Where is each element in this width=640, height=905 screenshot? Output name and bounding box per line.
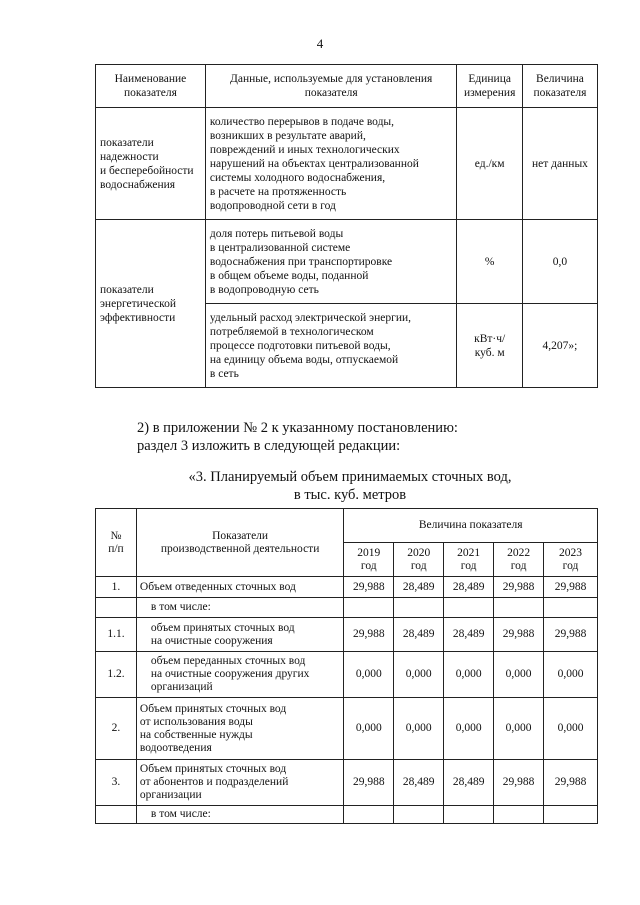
row-number: [96, 806, 137, 824]
header-year: 2019 год: [344, 543, 394, 577]
row-name: в том числе:: [136, 598, 343, 618]
row-number: 2.: [96, 698, 137, 760]
header-unit: Единица измерения: [457, 65, 523, 108]
row-number: 1.: [96, 577, 137, 598]
row-value: 0,000: [344, 652, 394, 698]
header-year: 2022 год: [494, 543, 544, 577]
indicator-value: 0,0: [522, 220, 597, 304]
indicator-data: количество перерывов в подаче воды, возникших в результате аварий, повреждений и иных технологических нарушений на объектах централизованной системы холодного водоснабжения, в расчете на протяженность водопроводной сети в год: [205, 108, 457, 220]
row-value: 0,000: [344, 698, 394, 760]
header-number: № п/п: [96, 509, 137, 577]
row-name: объем принятых сточных вод на очистные сооружения: [136, 618, 343, 652]
indicator-unit: ед./км: [457, 108, 523, 220]
table-row: [96, 652, 598, 698]
table-row: [96, 220, 598, 304]
row-value: [344, 598, 394, 618]
indicator-value: нет данных: [522, 108, 597, 220]
wastewater-volume-table: [95, 508, 598, 824]
table-row: [96, 598, 598, 618]
header-indicator-name: Наименование показателя: [96, 65, 206, 108]
row-number: 3.: [96, 760, 137, 806]
indicator-name: показатели энергетической эффективности: [96, 220, 206, 388]
row-name: Объем принятых сточных вод от использования воды на собственные нужды водоотведения: [136, 698, 343, 760]
table-row: [96, 577, 598, 598]
row-value: [544, 806, 598, 824]
row-value: [394, 598, 444, 618]
section-subheading: в тыс. куб. метров: [293, 487, 407, 503]
header-data-used: Данные, используемые для установления показателя: [205, 65, 457, 108]
row-number: [96, 598, 137, 618]
row-value: 29,988: [494, 577, 544, 598]
row-name: объем переданных сточных вод на очистные сооружения других организаций: [136, 652, 343, 698]
indicator-unit: кВт·ч/ куб. м: [457, 304, 523, 388]
row-value: 28,489: [394, 760, 444, 806]
row-name: в том числе:: [136, 806, 343, 824]
section-heading: «3. Планируемый объем принимаемых сточных вод,: [188, 469, 512, 485]
table-row: [96, 108, 598, 220]
row-value: 28,489: [444, 577, 494, 598]
row-value: [444, 598, 494, 618]
row-value: [494, 598, 544, 618]
row-name: Объем принятых сточных вод от абонентов и подразделений организации: [136, 760, 343, 806]
row-value: 29,988: [344, 577, 394, 598]
header-value: Величина показателя: [522, 65, 597, 108]
row-number: 1.1.: [96, 618, 137, 652]
table-row: [96, 760, 598, 806]
row-name: Объем отведенных сточных вод: [136, 577, 343, 598]
row-value: [544, 598, 598, 618]
table-row: [96, 618, 598, 652]
indicator-name: показатели надежности и бесперебойности водоснабжения: [96, 108, 206, 220]
row-value: 29,988: [544, 577, 598, 598]
table-header-row: [96, 509, 598, 543]
row-value: 29,988: [494, 760, 544, 806]
row-value: 29,988: [494, 618, 544, 652]
indicators-table: [95, 64, 598, 388]
row-value: 0,000: [394, 652, 444, 698]
header-year: 2021 год: [444, 543, 494, 577]
row-value: 29,988: [344, 618, 394, 652]
row-value: 28,489: [444, 760, 494, 806]
row-value: 29,988: [544, 760, 598, 806]
indicator-data: удельный расход электрической энергии, потребляемой в технологическом процессе подготовки питьевой воды, на единицу объема воды, отпускаемой в сеть: [205, 304, 457, 388]
row-value: [394, 806, 444, 824]
header-indicator-name: Показатели производственной деятельности: [136, 509, 343, 577]
row-value: 0,000: [494, 698, 544, 760]
indicator-unit: %: [457, 220, 523, 304]
row-value: 28,489: [394, 577, 444, 598]
page-number: 4: [316, 36, 324, 51]
row-value: [494, 806, 544, 824]
row-value: 0,000: [544, 652, 598, 698]
row-value: 0,000: [544, 698, 598, 760]
paragraph-line-2: раздел 3 изложить в следующей редакции:: [137, 438, 401, 454]
row-value: 0,000: [444, 652, 494, 698]
row-value: 0,000: [444, 698, 494, 760]
table-row: [96, 806, 598, 824]
row-value: 28,489: [394, 618, 444, 652]
row-value: 29,988: [344, 760, 394, 806]
row-number: 1.2.: [96, 652, 137, 698]
row-value: [344, 806, 394, 824]
table-row: [96, 698, 598, 760]
paragraph-line-1: 2) в приложении № 2 к указанному постановлению:: [137, 420, 458, 436]
row-value: 0,000: [494, 652, 544, 698]
indicator-value: 4,207»;: [522, 304, 597, 388]
row-value: 29,988: [544, 618, 598, 652]
header-year: 2020 год: [394, 543, 444, 577]
table-header-row: [96, 65, 598, 108]
indicator-data: доля потерь питьевой воды в централизованной системе водоснабжения при транспортировке в общем объеме воды, поданной в водопроводную сеть: [205, 220, 457, 304]
row-value: 28,489: [444, 618, 494, 652]
header-year: 2023 год: [544, 543, 598, 577]
row-value: 0,000: [394, 698, 444, 760]
row-value: [444, 806, 494, 824]
header-value: Величина показателя: [344, 509, 598, 543]
